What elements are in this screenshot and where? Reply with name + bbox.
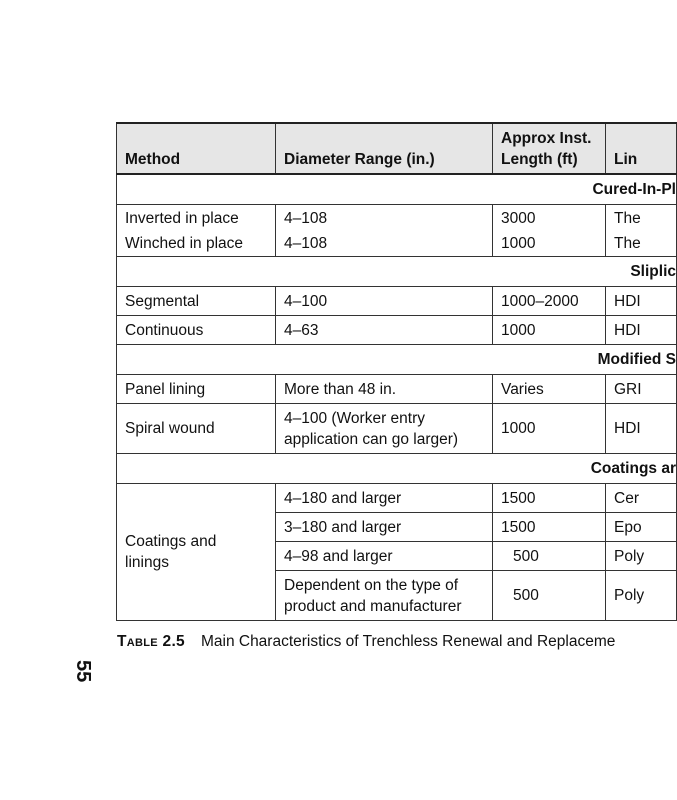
cell-diameter-coat3: 4–98 and larger [276,542,493,571]
length-winched: 1000 [501,235,536,252]
cell-method-inverted [117,205,276,257]
cell-method-panel: Panel lining [117,375,276,404]
cell-liner-continuous: HDI [606,316,677,345]
method-coatings-line1: Coatings and [125,533,217,550]
diameter-coat4-line2: product and manufacturer [284,597,462,615]
cell-length-coat2: 1500 [493,513,606,542]
cell-diameter-spiral [276,404,493,454]
cell-liner-coat2: Epo [606,513,677,542]
group-row-modified [117,345,677,375]
cell-method-segmental: Segmental [117,287,276,316]
characteristics-table [116,122,677,621]
diameter-winched: 4–108 [284,235,328,252]
table-caption-label: Table 2.5 [117,633,185,650]
header-method: Method [117,123,276,174]
cell-length-inverted [493,205,606,257]
table-header-row [117,123,677,174]
liner-inverted: The [614,210,641,227]
cell-length-continuous: 1000 [493,316,606,345]
cell-liner-spiral: HDI [606,404,677,454]
group-title-modified: Modified S [117,345,677,375]
group-row-cured-in-place [117,174,677,205]
cell-length-coat1: 1500 [493,484,606,513]
cell-liner-coat3: Poly [606,542,677,571]
cell-length-panel: Varies [493,375,606,404]
liner-winched: The [614,235,641,252]
header-length-line1: Approx Inst. [501,130,592,147]
cell-length-coat3: 500 [493,542,606,571]
header-length-line2: Length (ft) [501,151,578,168]
table-row-coat1 [117,484,677,513]
characteristics-table-container [116,122,676,621]
table-row-inverted [117,205,677,257]
length-inverted: 3000 [501,210,536,227]
diameter-spiral-line2: application can go larger) [284,430,459,448]
cell-diameter-segmental: 4–100 [276,287,493,316]
cell-liner-segmental: HDI [606,287,677,316]
diameter-inverted: 4–108 [284,210,328,227]
group-row-coatings [117,454,677,484]
group-row-sliplining [117,257,677,287]
table-row-segmental [117,287,677,316]
method-winched: Winched in place [125,235,244,252]
cell-diameter-coat4 [276,571,493,621]
cell-liner-coat4: Poly [606,571,677,621]
cell-diameter-coat1: 4–180 and larger [276,484,493,513]
cell-liner-inverted [606,205,677,257]
table-caption-text: Main Characteristics of Trenchless Renewal and Replaceme [200,633,616,650]
header-diameter: Diameter Range (in.) [276,123,493,174]
header-length [493,123,606,174]
group-title-coatings: Coatings ar [117,454,677,484]
cell-liner-panel: GRI [606,375,677,404]
cell-length-segmental: 1000–2000 [493,287,606,316]
cell-diameter-inverted [276,205,493,257]
method-inverted: Inverted in place [125,210,239,227]
cell-method-coatings [117,484,276,621]
cell-diameter-continuous: 4–63 [276,316,493,345]
table-row-continuous [117,316,677,345]
page-number: 55 [72,660,94,683]
group-title-cured-in-place: Cured-In-Pl [117,174,677,205]
table-row-panel [117,375,677,404]
cell-diameter-coat2: 3–180 and larger [276,513,493,542]
header-liner: Lin [606,123,677,174]
cell-length-spiral: 1000 [493,404,606,454]
cell-liner-coat1: Cer [606,484,677,513]
cell-length-coat4: 500 [493,571,606,621]
cell-method-continuous: Continuous [117,316,276,345]
cell-diameter-panel: More than 48 in. [276,375,493,404]
group-title-sliplining: Sliplic [117,257,677,287]
diameter-spiral-line1: 4–100 (Worker entry [284,409,425,427]
cell-method-spiral: Spiral wound [117,404,276,454]
table-row-spiral [117,404,677,454]
diameter-coat4-line1: Dependent on the type of [284,576,459,594]
table-caption [117,633,615,651]
method-coatings-line2: linings [125,554,169,571]
